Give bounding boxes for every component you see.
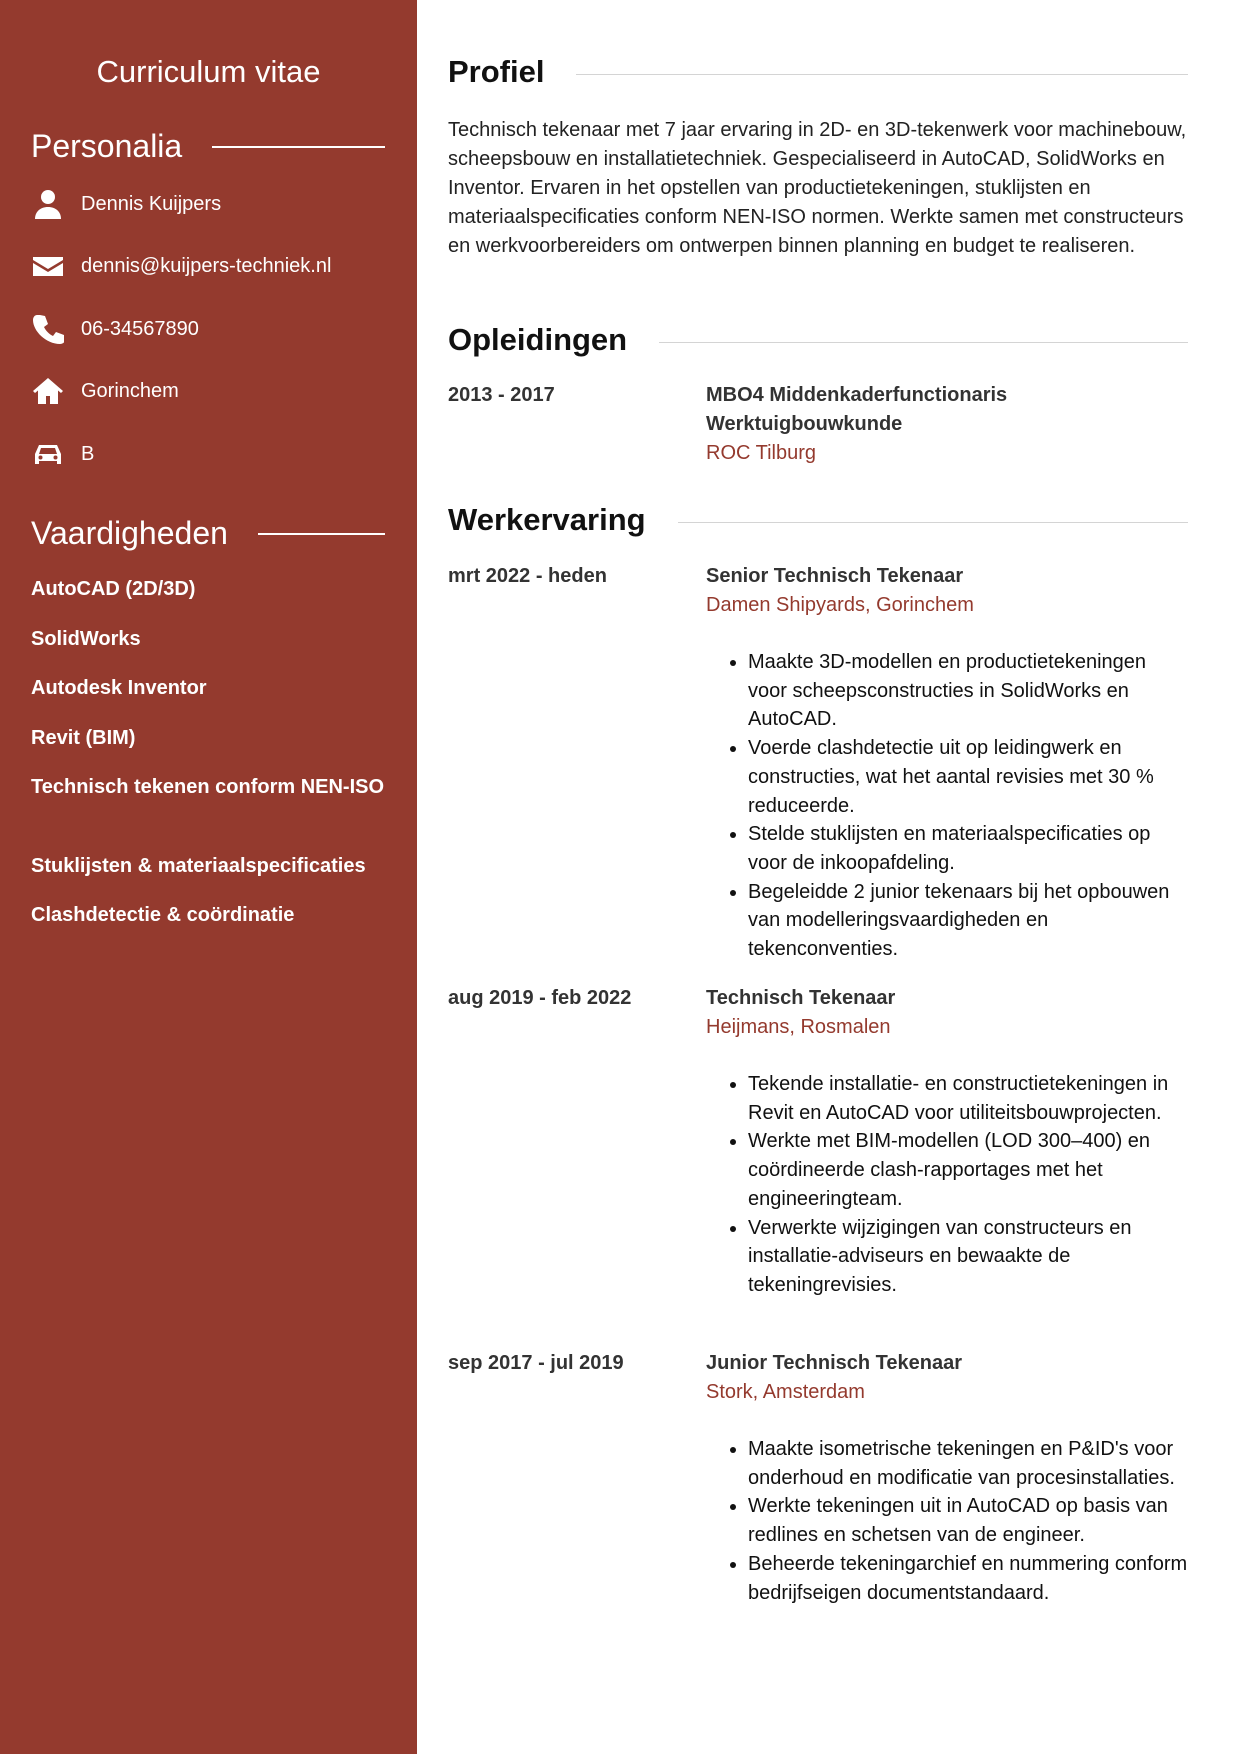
experience-heading (448, 498, 1188, 542)
job-bullet: • Verwerkte wijzigingen van constructeurs en installatie-adviseurs en bewaakte de tekeningrevisies. (748, 1214, 1188, 1300)
skill-item: SolidWorks (31, 628, 141, 650)
skills-heading-label: Vaardigheden (31, 515, 228, 551)
job-dates: mrt 2022 - heden (448, 565, 607, 587)
job-bullets (706, 648, 1188, 964)
education-heading (448, 318, 1188, 362)
skill-item: Revit (BIM) (31, 727, 136, 749)
contact-location-text: Gorinchem (81, 379, 179, 402)
user-icon (31, 187, 65, 221)
job-bullet: • Werkte met BIM-modellen (LOD 300–400) en coördineerde clash-rapportages met het engineeringteam. (748, 1127, 1188, 1213)
profile-divider (576, 74, 1188, 75)
envelope-icon (31, 249, 65, 283)
job-company: Damen Shipyards, Gorinchem (706, 594, 974, 616)
sidebar (0, 0, 417, 1754)
profile-heading-label: Profiel (448, 54, 545, 89)
education-divider (659, 342, 1188, 343)
job-bullet: • Tekende installatie- en constructietekeningen in Revit en AutoCAD voor utiliteitsbouwprojecten. (748, 1070, 1188, 1127)
job-bullet: • Voerde clashdetectie uit op leidingwerk en constructies, wat het aantal revisies met 30 % reduceerde. (748, 734, 1188, 820)
education-dates: 2013 - 2017 (448, 384, 555, 406)
home-icon (31, 374, 65, 408)
skill-item: AutoCAD (2D/3D) (31, 578, 196, 600)
personalia-heading-label: Personalia (31, 128, 183, 164)
job-company: Stork, Amsterdam (706, 1381, 865, 1403)
job-title: Junior Technisch Tekenaar (706, 1352, 963, 1374)
job-entry (706, 1349, 1188, 1607)
contact-phone-text[interactable]: 06-34567890 (81, 317, 199, 340)
education-school: ROC Tilburg (706, 442, 817, 464)
skill-item: Clashdetectie & coördinatie (31, 904, 295, 926)
cv-title: Curriculum vitae (96, 54, 321, 89)
job-dates: sep 2017 - jul 2019 (448, 1352, 624, 1374)
education-heading-label: Opleidingen (448, 322, 628, 357)
job-bullets (706, 1435, 1188, 1607)
job-bullet: • Werkte tekeningen uit in AutoCAD op basis van redlines en schetsen van de engineer. (748, 1492, 1188, 1549)
skills-divider (258, 533, 385, 535)
personalia-divider (212, 146, 385, 148)
experience-divider (678, 522, 1188, 523)
contact-name (31, 184, 221, 224)
job-bullet: • Maakte 3D-modellen en productietekeningen voor scheepsconstructies in SolidWorks en AutoCAD. (748, 648, 1188, 734)
job-title: Senior Technisch Tekenaar (706, 565, 964, 587)
skill-item: Autodesk Inventor (31, 677, 207, 699)
education-entry (706, 381, 1188, 468)
job-bullet: • Maakte isometrische tekeningen en P&ID's voor onderhoud en modificatie van procesinstallaties. (748, 1435, 1188, 1492)
job-bullet: • Beheerde tekeningarchief en nummering conform bedrijfseigen documentstandaard. (748, 1550, 1188, 1607)
job-entry (706, 562, 1188, 964)
job-title: Technisch Tekenaar (706, 987, 896, 1009)
job-entry (706, 984, 1188, 1300)
contact-phone[interactable] (31, 309, 199, 349)
education-title: MBO4 Middenkaderfunctionaris Werktuigbouwkunde (706, 384, 1008, 435)
job-bullet: • Stelde stuklijsten en materiaalspecificaties op voor de inkoopafdeling. (748, 820, 1188, 877)
job-bullets (706, 1070, 1188, 1300)
contact-email[interactable] (31, 246, 331, 286)
job-dates: aug 2019 - feb 2022 (448, 987, 632, 1009)
contact-license (31, 434, 94, 474)
skill-item: Technisch tekenen conform NEN-ISO (31, 776, 385, 798)
phone-icon (31, 312, 65, 346)
skill-item: Stuklijsten & materiaalspecificaties (31, 855, 366, 877)
experience-heading-label: Werkervaring (448, 502, 646, 537)
job-bullet: • Begeleidde 2 junior tekenaars bij het opbouwen van modelleringsvaardigheden en tekenconventies. (748, 878, 1188, 964)
contact-license-text: B (81, 442, 95, 465)
contact-email-text[interactable]: dennis@kuijpers-techniek.nl (81, 254, 332, 277)
personalia-heading (31, 124, 385, 168)
contact-name-text: Dennis Kuijpers (81, 192, 222, 215)
skills-heading (31, 511, 385, 555)
contact-location (31, 371, 179, 411)
profile-text: Technisch tekenaar met 7 jaar ervaring in 2D- en 3D-tekenwerk voor machinebouw, scheepsbouw en installatietechniek. Gespecialiseerd in AutoCAD, SolidWorks en Inventor. Ervaren in het opstellen van productietekeningen, stuklijsten en materiaalspecificaties conform NEN-ISO normen. Werkte samen met constructeurs en werkvoorbereiders om ontwerpen binnen planning en budget te realiseren. (448, 119, 1187, 257)
job-company: Heijmans, Rosmalen (706, 1016, 891, 1038)
car-icon (31, 437, 65, 471)
profile-heading (448, 50, 1188, 94)
